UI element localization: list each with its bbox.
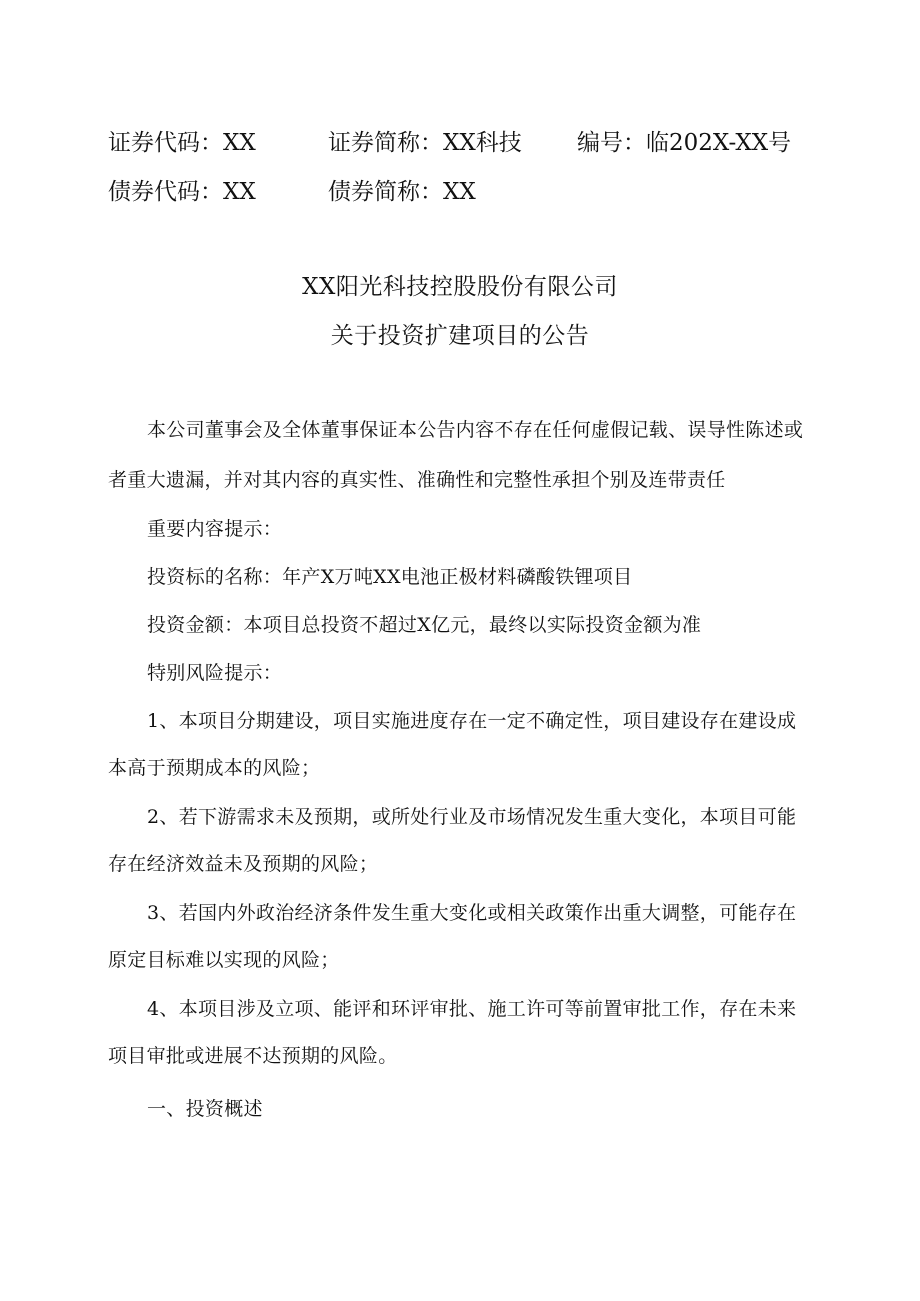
section-1-heading: 一、投资概述: [147, 1098, 263, 1120]
stock-code: 证券代码：XX: [108, 130, 256, 156]
risk-item-2: 2、若下游需求未及预期，或所处行业及市场情况发生重大变化，本项目可能存在经济效益未及预期的风险；: [108, 806, 797, 875]
bond-name: 债券简称：XX: [328, 179, 476, 205]
risk-heading: 特别风险提示：: [147, 662, 283, 684]
investment-amount: 投资金额：本项目总投资不超过X亿元，最终以实际投资金额为准: [147, 614, 702, 636]
risk-item-1: 1、本项目分期建设，项目实施进度存在一定不确定性，项目建设存在建设成本高于预期成本的风险；: [108, 710, 797, 779]
risk-item-3: 3、若国内外政治经济条件发生重大变化或相关政策作出重大调整，可能存在原定目标难以实现的风险；: [108, 902, 797, 971]
key-points-heading: 重要内容提示：: [147, 518, 283, 540]
bond-code: 债券代码：XX: [108, 179, 256, 205]
company-title: XX阳光科技控股股份有限公司: [302, 274, 618, 300]
doc-number: 编号：临202X-XX号: [577, 130, 792, 156]
board-statement: 本公司董事会及全体董事保证本公告内容不存在任何虚假记载、误导性陈述或者重大遗漏，并对其内容的真实性、准确性和完整性承担个别及连带责任: [108, 419, 804, 491]
announcement-title: 关于投资扩建项目的公告: [330, 323, 590, 349]
investment-target: 投资标的名称：年产X万吨XX电池正极材料磷酸铁锂项目: [147, 566, 633, 588]
risk-item-4: 4、本项目涉及立项、能评和环评审批、施工许可等前置审批工作，存在未来项目审批或进展不达预期的风险。: [108, 998, 797, 1067]
stock-name: 证券简称：XX科技: [328, 130, 522, 156]
